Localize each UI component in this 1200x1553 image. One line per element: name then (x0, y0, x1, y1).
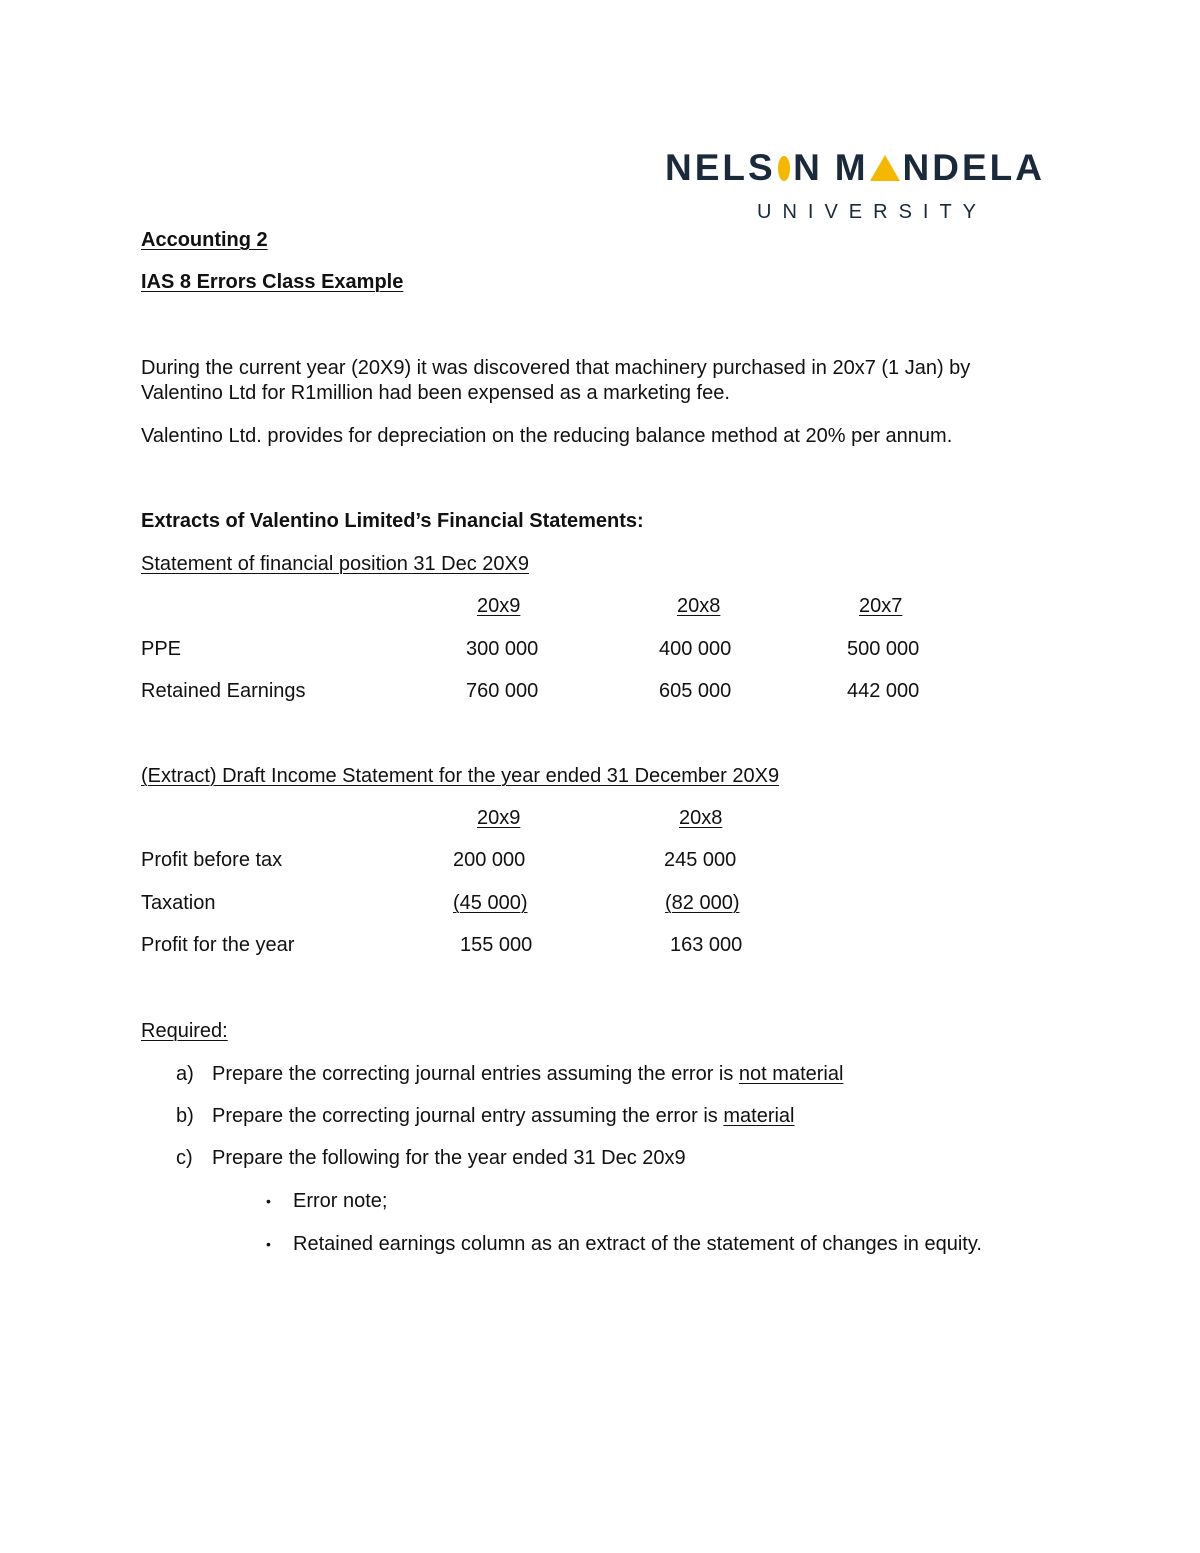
intro-line-1: During the current year (20X9) it was discovered that machinery purchased in 20x7 (1 Jan) by (141, 357, 971, 379)
bullet-text: Error note; (293, 1190, 388, 1212)
logo-triangle-icon (870, 155, 900, 181)
cell-value: 155 000 (460, 934, 533, 956)
bullet-icon: • (266, 1236, 271, 1252)
sofp-col-header: 20x9 (477, 595, 521, 617)
income-statement-title: (Extract) Draft Income Statement for the year ended 31 December 20X9 (141, 765, 780, 787)
intro-line-3: Valentino Ltd. provides for depreciation on the reducing balance method at 20% per annum. (141, 425, 953, 447)
list-marker: c) (176, 1147, 193, 1169)
row-label: Taxation (141, 892, 216, 914)
list-item-text: Prepare the correcting journal entry assuming the error is material (212, 1105, 795, 1127)
cell-value: 500 000 (847, 638, 920, 660)
list-marker: a) (176, 1063, 194, 1085)
row-label: Retained Earnings (141, 680, 306, 702)
sofp-col-header: 20x8 (677, 595, 721, 617)
sofp-title: Statement of financial position 31 Dec 20X9 (141, 553, 530, 575)
course-heading: Accounting 2 (141, 229, 268, 251)
list-item-text: Prepare the following for the year ended 31 Dec 20x9 (212, 1147, 686, 1169)
sofp-col-header: 20x7 (859, 595, 903, 617)
intro-line-2: Valentino Ltd for R1million had been expensed as a marketing fee. (141, 382, 730, 404)
logo-text-part3: M (834, 147, 869, 188)
cell-value: 163 000 (670, 934, 743, 956)
emphasis-text: not material (738, 1063, 844, 1085)
logo-subtitle: UNIVERSITY (757, 201, 988, 223)
list-item-text: Prepare the correcting journal entries assuming the error is not material (212, 1063, 844, 1085)
cell-value: 245 000 (664, 849, 737, 871)
logo-text-part1: NELS (665, 147, 776, 188)
cell-value: 442 000 (847, 680, 920, 702)
row-label: PPE (141, 638, 182, 660)
bullet-icon: • (266, 1193, 271, 1209)
is-col-header: 20x9 (477, 807, 521, 829)
logo-text-part4: NDELA (902, 147, 1045, 188)
cell-value: 605 000 (659, 680, 732, 702)
emphasis-text: material (723, 1105, 795, 1127)
page-title: IAS 8 Errors Class Example (141, 271, 404, 293)
extracts-heading: Extracts of Valentino Limited’s Financial Statements: (141, 510, 644, 532)
required-heading: Required: (141, 1020, 228, 1042)
row-label: Profit for the year (141, 934, 295, 956)
cell-value: 400 000 (659, 638, 732, 660)
university-logo (665, 146, 1045, 190)
list-marker: b) (176, 1105, 194, 1127)
cell-value: 200 000 (453, 849, 526, 871)
cell-value: (45 000) (453, 892, 528, 914)
bullet-text: Retained earnings column as an extract of the statement of changes in equity. (293, 1233, 982, 1255)
logo-circle-icon (778, 156, 790, 181)
logo-text-part2: N (793, 147, 823, 188)
row-label: Profit before tax (141, 849, 283, 871)
cell-value: 300 000 (466, 638, 539, 660)
cell-value: 760 000 (466, 680, 539, 702)
is-col-header: 20x8 (679, 807, 723, 829)
cell-value: (82 000) (665, 892, 740, 914)
